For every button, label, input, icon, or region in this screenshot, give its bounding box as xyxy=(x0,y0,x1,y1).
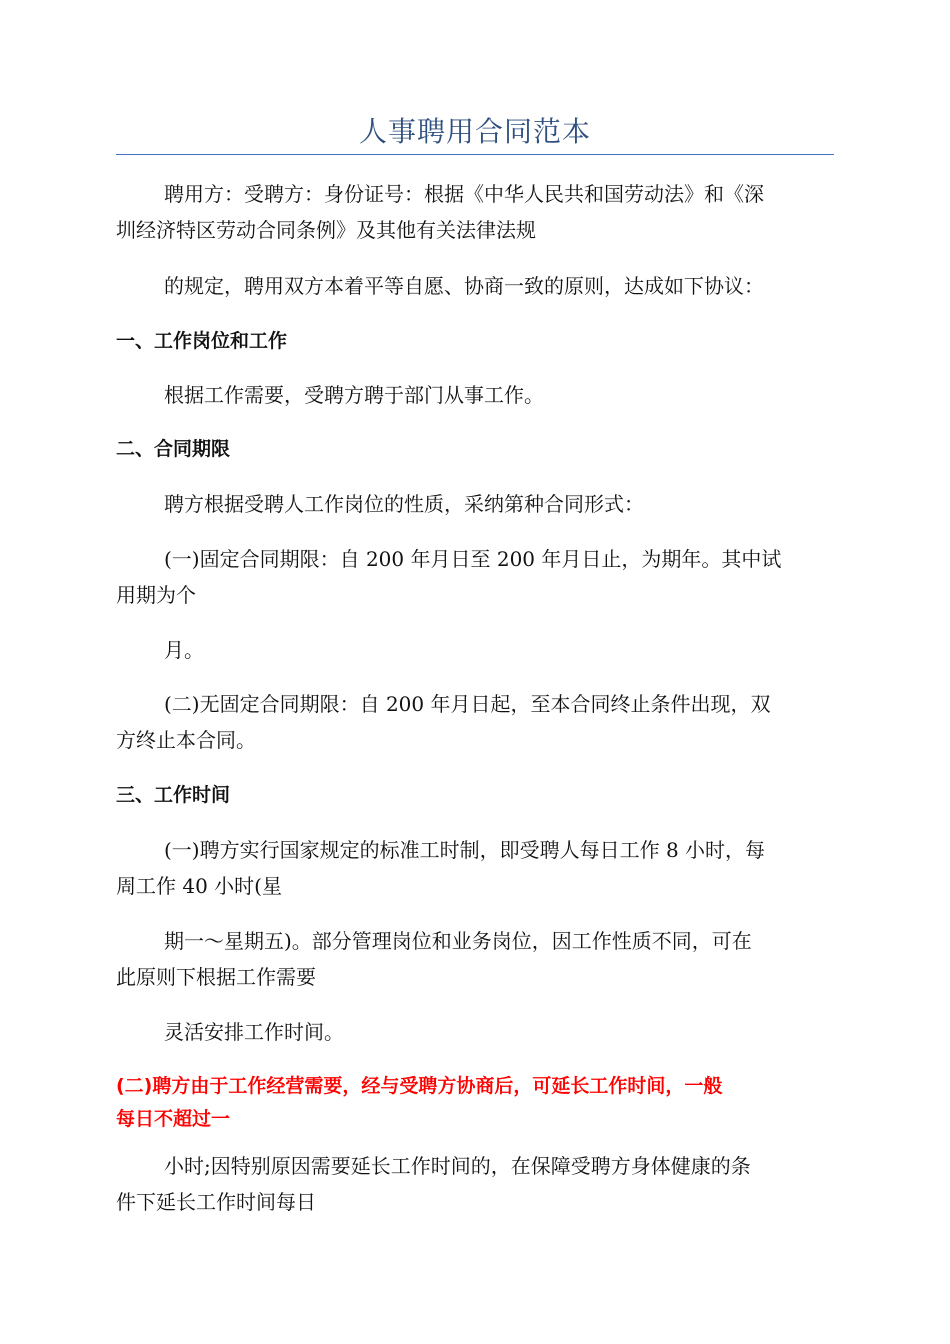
section-2-body: 聘方根据受聘人工作岗位的性质，采纳第种合同形式： xyxy=(164,492,644,516)
section-3-item-2-line-4: 件下延长工作时间每日 xyxy=(116,1190,316,1214)
section-3-item-2-line-2: 每日不超过一 xyxy=(116,1108,231,1130)
section-3-item-1-line-4: 此原则下根据工作需要 xyxy=(116,965,316,989)
section-3-item-1-line-3: 期一～星期五)。部分管理岗位和业务岗位，因工作性质不同，可在 xyxy=(164,929,752,953)
intro-line-2: 圳经济特区劳动合同条例》及其他有关法律法规 xyxy=(116,218,536,242)
intro-line-3: 的规定，聘用双方本着平等自愿、协商一致的原则，达成如下协议： xyxy=(164,274,764,298)
title-underline xyxy=(116,154,834,155)
section-2-item-1-line-2: 用期为个 xyxy=(116,583,196,607)
section-2-item-1-line-1: (一)固定合同期限：自 200 年月日至 200 年月日止，为期年。其中试 xyxy=(164,547,782,571)
section-3-item-1-line-5: 灵活安排工作时间。 xyxy=(164,1020,344,1044)
section-2-item-1-line-3: 月。 xyxy=(164,638,204,662)
section-3-item-1-line-1: (一)聘方实行国家规定的标准工时制，即受聘人每日工作 8 小时，每 xyxy=(164,838,766,862)
section-3-item-2-line-3: 小时;因特别原因需要延长工作时间的，在保障受聘方身体健康的条 xyxy=(164,1154,751,1178)
section-2-item-2-line-1: (二)无固定合同期限：自 200 年月日起，至本合同终止条件出现，双 xyxy=(164,692,771,716)
intro-line-1: 聘用方：受聘方：身份证号：根据《中华人民共和国劳动法》和《深 xyxy=(164,182,764,206)
section-3-item-2-line-1: (二)聘方由于工作经营需要，经与受聘方协商后，可延长工作时间，一般 xyxy=(116,1075,723,1097)
document-title: 人事聘用合同范本 xyxy=(358,115,591,148)
section-3-item-1-line-2: 周工作 40 小时(星 xyxy=(116,874,282,898)
section-2-heading: 二、合同期限 xyxy=(116,438,231,460)
section-3-heading: 三、工作时间 xyxy=(116,784,231,806)
section-1-heading: 一、工作岗位和工作 xyxy=(116,330,288,352)
section-2-item-2-line-2: 方终止本合同。 xyxy=(116,728,256,752)
section-1-body: 根据工作需要，受聘方聘于部门从事工作。 xyxy=(164,383,544,407)
